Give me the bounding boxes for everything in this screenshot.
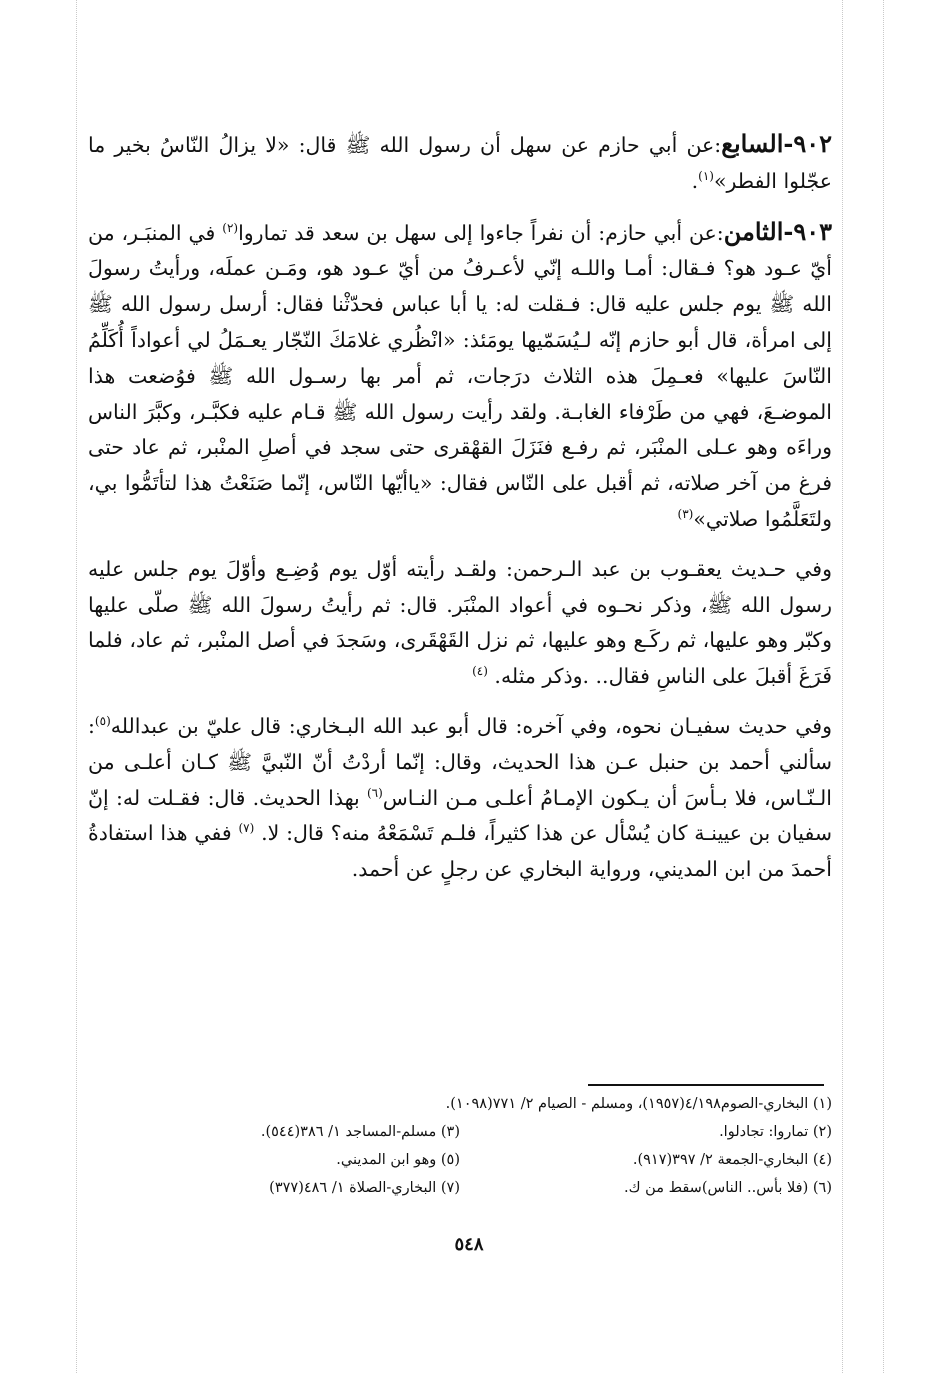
commentary-text: ففي هذا استفادةُ أحمدَ من ابن المديني، ورواية البخاري عن رجلٍ عن أحمد. (88, 821, 832, 882)
commentary-text: بهذا الحديث. قال: فقـلت له: إنّ سفيان بن عيينـة كان يُسْأل عن هذا كثيراً، فلـم تَسْمَعْهُ منه؟ قال: لا. (88, 785, 832, 846)
footnote-ref: (٥) (94, 714, 111, 729)
hadith-text: :عن أبي حازم عن سهل أن رسول الله ﷺ قال: «لا يزالُ النّاسُ بخير ما عجّلوا الفطر» (88, 133, 832, 193)
scan-guide-line (842, 0, 843, 1373)
footnote-ref: (٦) (366, 785, 383, 800)
hadith-903 (88, 214, 832, 538)
footnote-ref: (٣) (677, 507, 694, 522)
hadith-number: ٩٠٣ (793, 216, 832, 246)
hadith-text: :عن أبي حازم: أن نفراً جاءوا إلى سهل بن سعد قد تماروا (238, 220, 724, 245)
sentence-end: . (691, 168, 699, 193)
footnote-row (88, 1146, 832, 1174)
footnote-6: (٦) (فلا بأس.. الناس)سقط من ك. (624, 1180, 832, 1196)
footnote-ref: (٤) (472, 664, 488, 679)
footnote-3: (٣) مسلم-المساجد ١/ ٣٨٦(٥٤٤). (260, 1124, 460, 1140)
footnote-ref: (٧) (238, 821, 255, 836)
commentary-sufyan (88, 709, 832, 888)
commentary-yaqub (88, 552, 832, 695)
footnote-ref: (٢) (222, 220, 239, 235)
hadith-number: ٩٠٢ (793, 129, 832, 158)
commentary-text: وفي حديث سفيـان نحوه، وفي آخره: قال أبو عبد الله البـخاري: قال عليّ بن عبدالله (110, 713, 832, 738)
footnote-5: (٥) وهو ابن المديني. (336, 1152, 460, 1168)
footnote-ref: (١) (698, 168, 714, 183)
footnote-4: (٤) البخاري-الجمعة ٢/ ٣٩٧(٩١٧). (632, 1152, 832, 1168)
hadith-heading: -السابع (721, 129, 794, 158)
hadith-heading: -الثامن (723, 216, 794, 246)
page-number: ٥٤٨ (454, 1234, 484, 1255)
footnote-row (88, 1118, 832, 1146)
commentary-text: : سألني أحمد بن حنبل عـن هذا الحديث، وقال: إنّما أردْتُ أنّ النّبيَّ ﷺ كـان أعلـى من الـنّـاس، فلا بـأسَ أن يـكون الإمـامُ أعلـى مـن النـاس (88, 713, 832, 810)
scan-guide-line (76, 0, 77, 1373)
footnotes (88, 1090, 832, 1202)
hadith-text: في المنبَـر، من أيّ عـود هو؟ فـقال: أمـا واللـه إنّي لأعـرفُ من أيّ عـود هو، ومَـن عملَه، ورأيتُ رسولَ الله ﷺ يوم جلس عليه قال: فـقلت له: يا أبا عباس فحدّثْنا فقال: أرسل رسول الله ﷺ إلى امرأة، قال أبو حازم إنّه لـيُسَمّيها يومَئذ: «انْظُري غلامَكَ النّجّار يعـمَلُ لي أعواداً أُكَلِّمُ النّاسَ عليها» فعـمِلَ هذه الثلاث درَجات، ثم أمر بها رسـول الله ﷺ فوُضعت هذا الموضـعَ، فهي من طَرْفاء الغابـة. ولقد رأيت رسول الله ﷺ قـام عليه فكبَّـر، وكبَّرَ الناس وراءَه وهو عـلى المنْبَر، ثم رفـع فنَزَلَ القهْقرى حتى سجد في أصلِ المنْبر، ثم عاد حتى فرغ من آخر صلاته، ثم أقبل على النّاس فقال: «ياأيّها النّاس، إنّما صَنَعْتُ هذا لتأتَمُّوا بي، ولتَعَلَّمُوا صلاتي» (88, 220, 832, 531)
footnote-7: (٧) البخاري-الصلاة ١/ ٤٨٦(٣٧٧) (269, 1180, 460, 1196)
scan-guide-line (883, 0, 884, 1373)
footnote-2: (٢) تماروا: تجادلوا. (719, 1124, 832, 1140)
footnote-row (88, 1174, 832, 1202)
main-text (88, 126, 832, 902)
hadith-902 (88, 126, 832, 200)
footnote-separator (588, 1084, 824, 1086)
commentary-text: وفي حـديث يعقـوب بن عبد الـرحمن: ولقـد رأيته أوّل يوم وُضِـع وأوّلَ يوم جلس عليه رسول الله ﷺ، وذكر نحـوه في أعواد المنْبَر. قال: ثم رأيتُ رسولَ الله ﷺ صلّى عليها وكبّر وهو عليها، ثم ركَـع وهو عليها، ثم نزل القَهْقَرى، وسَجدَ في أصل المنْبر، ثم عاد، فلما فَرَغَ أقبلَ على الناسِ فقال.. .وذكر مثله. (88, 556, 832, 689)
footnote-1: (١) البخاري-الصوم٤/١٩٨(١٩٥٧)، ومسلم - الصيام ٢/ ٧٧١(١٠٩٨). (445, 1096, 832, 1112)
